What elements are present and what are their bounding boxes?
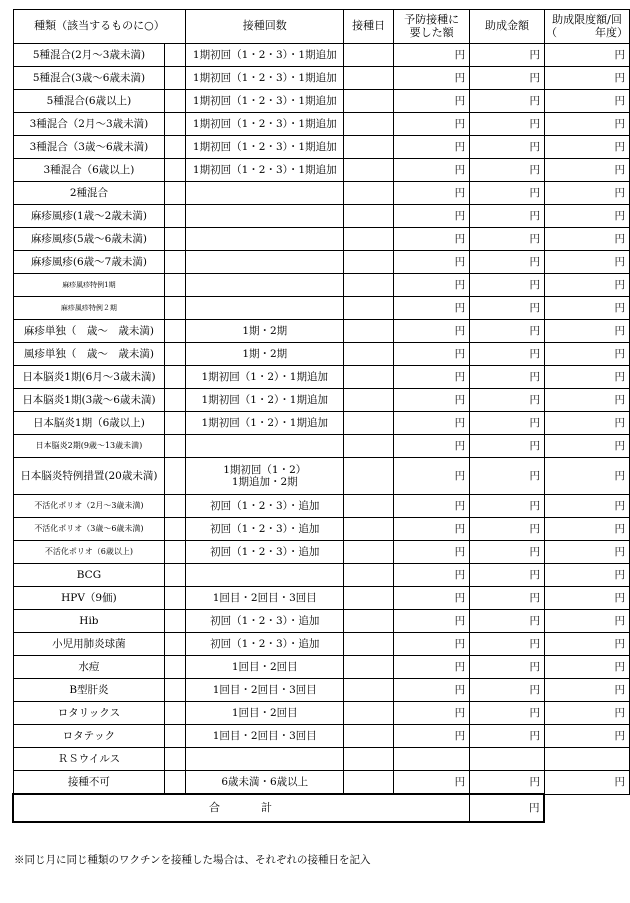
table-row [13,228,630,251]
limit-amount[interactable]: 円 [544,366,629,389]
vaccine-name: 麻疹風疹(1歳～2歳未満) [13,205,165,228]
limit-amount[interactable]: 円 [544,656,629,679]
header-count: 接種回数 [186,10,344,44]
limit-amount[interactable]: 円 [544,182,629,205]
header-paid [394,10,470,44]
table-row [13,182,630,205]
dose-count-line1: 1期初回（1・2） [223,463,307,476]
subsidy-amount[interactable]: 円 [470,495,545,518]
table-row [13,44,630,67]
table-row [13,725,630,748]
header-paid-line2: 要した額 [409,25,454,39]
limit-amount[interactable]: 円 [544,412,629,435]
dose-count: 初回（1・2・3）・追加 [186,633,344,656]
footnote: ※同じ月に同じ種類のワクチンを接種した場合は、それぞれの接種日を記入 [14,854,371,866]
select-mark-cell[interactable] [165,656,186,679]
select-mark-cell[interactable] [165,435,186,458]
select-mark-cell[interactable] [165,320,186,343]
limit-amount[interactable]: 円 [544,205,629,228]
total-yen: 円 [470,794,545,822]
limit-amount[interactable]: 円 [544,435,629,458]
date-cell[interactable] [344,389,394,412]
date-cell[interactable] [344,113,394,136]
table-row [13,90,630,113]
vaccine-name: 5種混合(2月～3歳未満) [13,44,165,67]
header-paid-line1: 予防接種に [404,12,460,26]
paid-amount[interactable]: 円 [394,44,470,67]
limit-amount[interactable]: 円 [544,320,629,343]
dose-count [186,458,344,495]
dose-count: 1期初回（1・2・3）・1期追加 [186,159,344,182]
limit-amount[interactable]: 円 [544,67,629,90]
date-cell[interactable] [344,725,394,748]
vaccine-name: 麻疹風疹特例1期 [13,274,165,297]
paid-amount[interactable]: 円 [394,541,470,564]
dose-count: 1期初回（1・2）・1期追加 [186,412,344,435]
date-cell[interactable] [344,518,394,541]
date-cell[interactable] [344,412,394,435]
dose-count [186,564,344,587]
subsidy-amount[interactable]: 円 [470,297,545,320]
limit-amount[interactable]: 円 [544,564,629,587]
date-cell[interactable] [344,228,394,251]
limit-amount[interactable]: 円 [544,44,629,67]
paid-amount[interactable]: 円 [394,113,470,136]
date-cell[interactable] [344,656,394,679]
select-mark-cell[interactable] [165,228,186,251]
vaccine-name: Hib [13,610,165,633]
vaccination-table [12,9,630,823]
vaccine-name: 不活化ポリオ（3歳～6歳未満) [13,518,165,541]
paid-amount[interactable]: 円 [394,274,470,297]
date-cell[interactable] [344,458,394,495]
subsidy-amount[interactable]: 円 [470,633,545,656]
paid-amount[interactable]: 円 [394,343,470,366]
table-row [13,610,630,633]
date-cell[interactable] [344,136,394,159]
dose-count: 1期初回（1・2）・1期追加 [186,366,344,389]
dose-count: 1期初回（1・2）・1期追加 [186,389,344,412]
select-mark-cell[interactable] [165,90,186,113]
paid-amount[interactable]: 円 [394,587,470,610]
table-row [13,366,630,389]
subsidy-amount[interactable]: 円 [470,541,545,564]
date-cell[interactable] [344,541,394,564]
select-mark-cell[interactable] [165,205,186,228]
dose-count [186,251,344,274]
dose-count: 1回目・2回目・3回目 [186,679,344,702]
vaccine-name: 麻疹風疹(5歳～6歳未満) [13,228,165,251]
subsidy-amount[interactable]: 円 [470,564,545,587]
date-cell[interactable] [344,587,394,610]
table-row [13,205,630,228]
subsidy-amount[interactable]: 円 [470,771,545,795]
table-row [13,343,630,366]
select-mark-cell[interactable] [165,458,186,495]
dose-count [186,228,344,251]
dose-count: 1回目・2回目 [186,702,344,725]
subsidy-amount[interactable]: 円 [470,320,545,343]
table-row [13,435,630,458]
paid-amount[interactable] [394,748,470,771]
table-row [13,274,630,297]
paid-amount[interactable]: 円 [394,366,470,389]
select-mark-cell[interactable] [165,771,186,795]
subsidy-amount[interactable]: 円 [470,67,545,90]
date-cell[interactable] [344,205,394,228]
paid-amount[interactable]: 円 [394,702,470,725]
dose-count [186,748,344,771]
table-row [13,541,630,564]
subsidy-amount[interactable]: 円 [470,136,545,159]
dose-count [186,205,344,228]
subsidy-amount[interactable]: 円 [470,656,545,679]
select-mark-cell[interactable] [165,587,186,610]
paid-amount[interactable]: 円 [394,389,470,412]
vaccine-name: ロタテック [13,725,165,748]
date-cell[interactable] [344,67,394,90]
select-mark-cell[interactable] [165,679,186,702]
header-limit [544,10,629,44]
header-limit-line1: 助成限度額/回 [552,12,622,26]
dose-count: 1期初回（1・2・3）・1期追加 [186,44,344,67]
limit-amount[interactable]: 円 [544,495,629,518]
subsidy-amount[interactable]: 円 [470,44,545,67]
paid-amount[interactable]: 円 [394,458,470,495]
date-cell[interactable] [344,159,394,182]
limit-amount[interactable]: 円 [544,518,629,541]
dose-count: 1期・2期 [186,343,344,366]
select-mark-cell[interactable] [165,541,186,564]
dose-count: 1期初回（1・2・3）・1期追加 [186,113,344,136]
table-row [13,136,630,159]
date-cell[interactable] [344,748,394,771]
vaccine-name: B型肝炎 [13,679,165,702]
table-row [13,412,630,435]
vaccine-name: 不活化ポリオ（6歳以上) [13,541,165,564]
header-date: 接種日 [344,10,394,44]
header-type: 種類（該当するものに○） [13,10,186,44]
limit-amount[interactable]: 円 [544,610,629,633]
dose-count: 1期・2期 [186,320,344,343]
header-subsidy: 助成金額 [470,10,545,44]
vaccine-name: 3種混合（2月～3歳未満) [13,113,165,136]
table-row [13,389,630,412]
vaccine-name: 小児用肺炎球菌 [13,633,165,656]
select-mark-cell[interactable] [165,495,186,518]
subsidy-amount[interactable] [470,748,545,771]
vaccine-name: 水痘 [13,656,165,679]
dose-count: 初回（1・2・3）・追加 [186,518,344,541]
limit-amount[interactable]: 円 [544,679,629,702]
table-row [13,702,630,725]
vaccine-name: 日本脳炎2期(9歳～13歳未満) [13,435,165,458]
dose-count: 1回目・2回目 [186,656,344,679]
limit-amount[interactable]: 円 [544,541,629,564]
dose-count: 初回（1・2・3）・追加 [186,541,344,564]
vaccine-name: 5種混合(6歳以上) [13,90,165,113]
select-mark-cell[interactable] [165,159,186,182]
dose-count: 6歳未満・6歳以上 [186,771,344,795]
total-label: 合 計 [13,794,470,822]
vaccine-name: ロタリックス [13,702,165,725]
date-cell[interactable] [344,274,394,297]
table-row [13,679,630,702]
subsidy-amount[interactable]: 円 [470,182,545,205]
dose-count: 初回（1・2・3）・追加 [186,610,344,633]
dose-count: 1期初回（1・2・3）・1期追加 [186,90,344,113]
dose-count [186,435,344,458]
limit-amount[interactable]: 円 [544,633,629,656]
select-mark-cell[interactable] [165,518,186,541]
vaccine-name: 麻疹風疹(6歳～7歳未満) [13,251,165,274]
header-row [13,10,630,44]
dose-count: 1回目・2回目・3回目 [186,587,344,610]
date-cell[interactable] [344,679,394,702]
total-empty [544,794,629,822]
date-cell[interactable] [344,435,394,458]
paid-amount[interactable]: 円 [394,656,470,679]
limit-amount[interactable]: 円 [544,725,629,748]
vaccine-name: 不活化ポリオ（2月～3歳未満) [13,495,165,518]
vaccine-name: 日本脳炎特例措置(20歳未満) [13,458,165,495]
paid-amount[interactable]: 円 [394,771,470,795]
table-row [13,297,630,320]
vaccine-name: 麻疹単独（ 歳～ 歳未満) [13,320,165,343]
paid-amount[interactable]: 円 [394,251,470,274]
select-mark-cell[interactable] [165,412,186,435]
select-mark-cell[interactable] [165,136,186,159]
date-cell[interactable] [344,366,394,389]
vaccine-name: 5種混合(3歳～6歳未満) [13,67,165,90]
vaccine-name: 3種混合（3歳～6歳未満) [13,136,165,159]
paid-amount[interactable]: 円 [394,564,470,587]
vaccine-name: HPV（9価) [13,587,165,610]
table-row [13,633,630,656]
header-limit-open: （ [545,25,557,39]
limit-amount[interactable]: 円 [544,136,629,159]
date-cell[interactable] [344,633,394,656]
dose-count [186,274,344,297]
select-mark-cell[interactable] [165,748,186,771]
dose-count: 初回（1・2・3）・追加 [186,495,344,518]
date-cell[interactable] [344,320,394,343]
vaccine-name: 2種混合 [13,182,165,205]
limit-amount[interactable]: 円 [544,771,629,795]
table-row [13,251,630,274]
table-row [13,564,630,587]
vaccine-name: BCG [13,564,165,587]
subsidy-amount[interactable]: 円 [470,458,545,495]
paid-amount[interactable]: 円 [394,435,470,458]
subsidy-amount[interactable]: 円 [470,205,545,228]
date-cell[interactable] [344,251,394,274]
subsidy-amount[interactable]: 円 [470,412,545,435]
limit-amount[interactable]: 円 [544,343,629,366]
limit-amount[interactable]: 円 [544,702,629,725]
date-cell[interactable] [344,44,394,67]
select-mark-cell[interactable] [165,274,186,297]
table-row [13,67,630,90]
select-mark-cell[interactable] [165,67,186,90]
paid-amount[interactable]: 円 [394,136,470,159]
paid-amount[interactable]: 円 [394,412,470,435]
table-row [13,113,630,136]
paid-amount[interactable]: 円 [394,633,470,656]
subsidy-amount[interactable]: 円 [470,389,545,412]
select-mark-cell[interactable] [165,366,186,389]
select-mark-cell[interactable] [165,343,186,366]
select-mark-cell[interactable] [165,113,186,136]
date-cell[interactable] [344,771,394,795]
vaccine-name: 3種混合（6歳以上) [13,159,165,182]
limit-amount[interactable]: 円 [544,274,629,297]
subsidy-amount[interactable]: 円 [470,343,545,366]
paid-amount[interactable]: 円 [394,90,470,113]
subsidy-amount[interactable]: 円 [470,366,545,389]
paid-amount[interactable]: 円 [394,610,470,633]
limit-amount[interactable] [544,748,629,771]
subsidy-amount[interactable]: 円 [470,435,545,458]
subsidy-amount[interactable]: 円 [470,251,545,274]
limit-amount[interactable]: 円 [544,251,629,274]
paid-amount[interactable]: 円 [394,725,470,748]
limit-amount[interactable]: 円 [544,159,629,182]
vaccine-name: 日本脳炎1期（6歳以上) [13,412,165,435]
subsidy-amount[interactable]: 円 [470,518,545,541]
date-cell[interactable] [344,610,394,633]
limit-amount[interactable]: 円 [544,228,629,251]
paid-amount[interactable]: 円 [394,205,470,228]
dose-count: 1期初回（1・2・3）・1期追加 [186,136,344,159]
vaccine-name: 麻疹風疹特例２期 [13,297,165,320]
select-mark-cell[interactable] [165,725,186,748]
total-row [13,794,630,822]
date-cell[interactable] [344,297,394,320]
dose-count: 1期初回（1・2・3）・1期追加 [186,67,344,90]
select-mark-cell[interactable] [165,251,186,274]
subsidy-amount[interactable]: 円 [470,113,545,136]
table-row [13,656,630,679]
date-cell[interactable] [344,90,394,113]
table-row [13,458,630,495]
dose-count [186,297,344,320]
table-row [13,771,630,795]
select-mark-cell[interactable] [165,44,186,67]
paid-amount[interactable]: 円 [394,67,470,90]
subsidy-amount[interactable]: 円 [470,90,545,113]
paid-amount[interactable]: 円 [394,320,470,343]
select-mark-cell[interactable] [165,182,186,205]
select-mark-cell[interactable] [165,633,186,656]
dose-count [186,182,344,205]
table-row [13,495,630,518]
subsidy-amount[interactable]: 円 [470,725,545,748]
select-mark-cell[interactable] [165,297,186,320]
select-mark-cell[interactable] [165,389,186,412]
select-mark-cell[interactable] [165,564,186,587]
vaccine-name: 日本脳炎1期(6月～3歳未満) [13,366,165,389]
paid-amount[interactable]: 円 [394,679,470,702]
limit-amount[interactable]: 円 [544,297,629,320]
select-mark-cell[interactable] [165,702,186,725]
subsidy-amount[interactable]: 円 [470,587,545,610]
limit-amount[interactable]: 円 [544,90,629,113]
paid-amount[interactable]: 円 [394,159,470,182]
table-row [13,320,630,343]
paid-amount[interactable]: 円 [394,495,470,518]
table-row [13,748,630,771]
subsidy-amount[interactable]: 円 [470,610,545,633]
table-row [13,587,630,610]
limit-amount[interactable]: 円 [544,389,629,412]
subsidy-amount[interactable]: 円 [470,228,545,251]
dose-count: 1回目・2回目・3回目 [186,725,344,748]
limit-amount[interactable]: 円 [544,113,629,136]
date-cell[interactable] [344,343,394,366]
paid-amount[interactable]: 円 [394,518,470,541]
table-row [13,159,630,182]
limit-amount[interactable]: 円 [544,587,629,610]
paid-amount[interactable]: 円 [394,228,470,251]
paid-amount[interactable]: 円 [394,182,470,205]
subsidy-amount[interactable]: 円 [470,159,545,182]
header-limit-close: 年度） [594,25,628,39]
table-row [13,518,630,541]
subsidy-amount[interactable]: 円 [470,679,545,702]
subsidy-amount[interactable]: 円 [470,702,545,725]
date-cell[interactable] [344,182,394,205]
limit-amount[interactable]: 円 [544,458,629,495]
date-cell[interactable] [344,495,394,518]
paid-amount[interactable]: 円 [394,297,470,320]
vaccine-name: 日本脳炎1期(3歳～6歳未満) [13,389,165,412]
subsidy-amount[interactable]: 円 [470,274,545,297]
date-cell[interactable] [344,564,394,587]
select-mark-cell[interactable] [165,610,186,633]
vaccine-name: 接種不可 [13,771,165,795]
date-cell[interactable] [344,702,394,725]
vaccine-name: ＲＳウイルス [13,748,165,771]
dose-count-line2: 1期追加・2期 [231,476,298,488]
vaccine-name: 風疹単独（ 歳～ 歳未満) [13,343,165,366]
